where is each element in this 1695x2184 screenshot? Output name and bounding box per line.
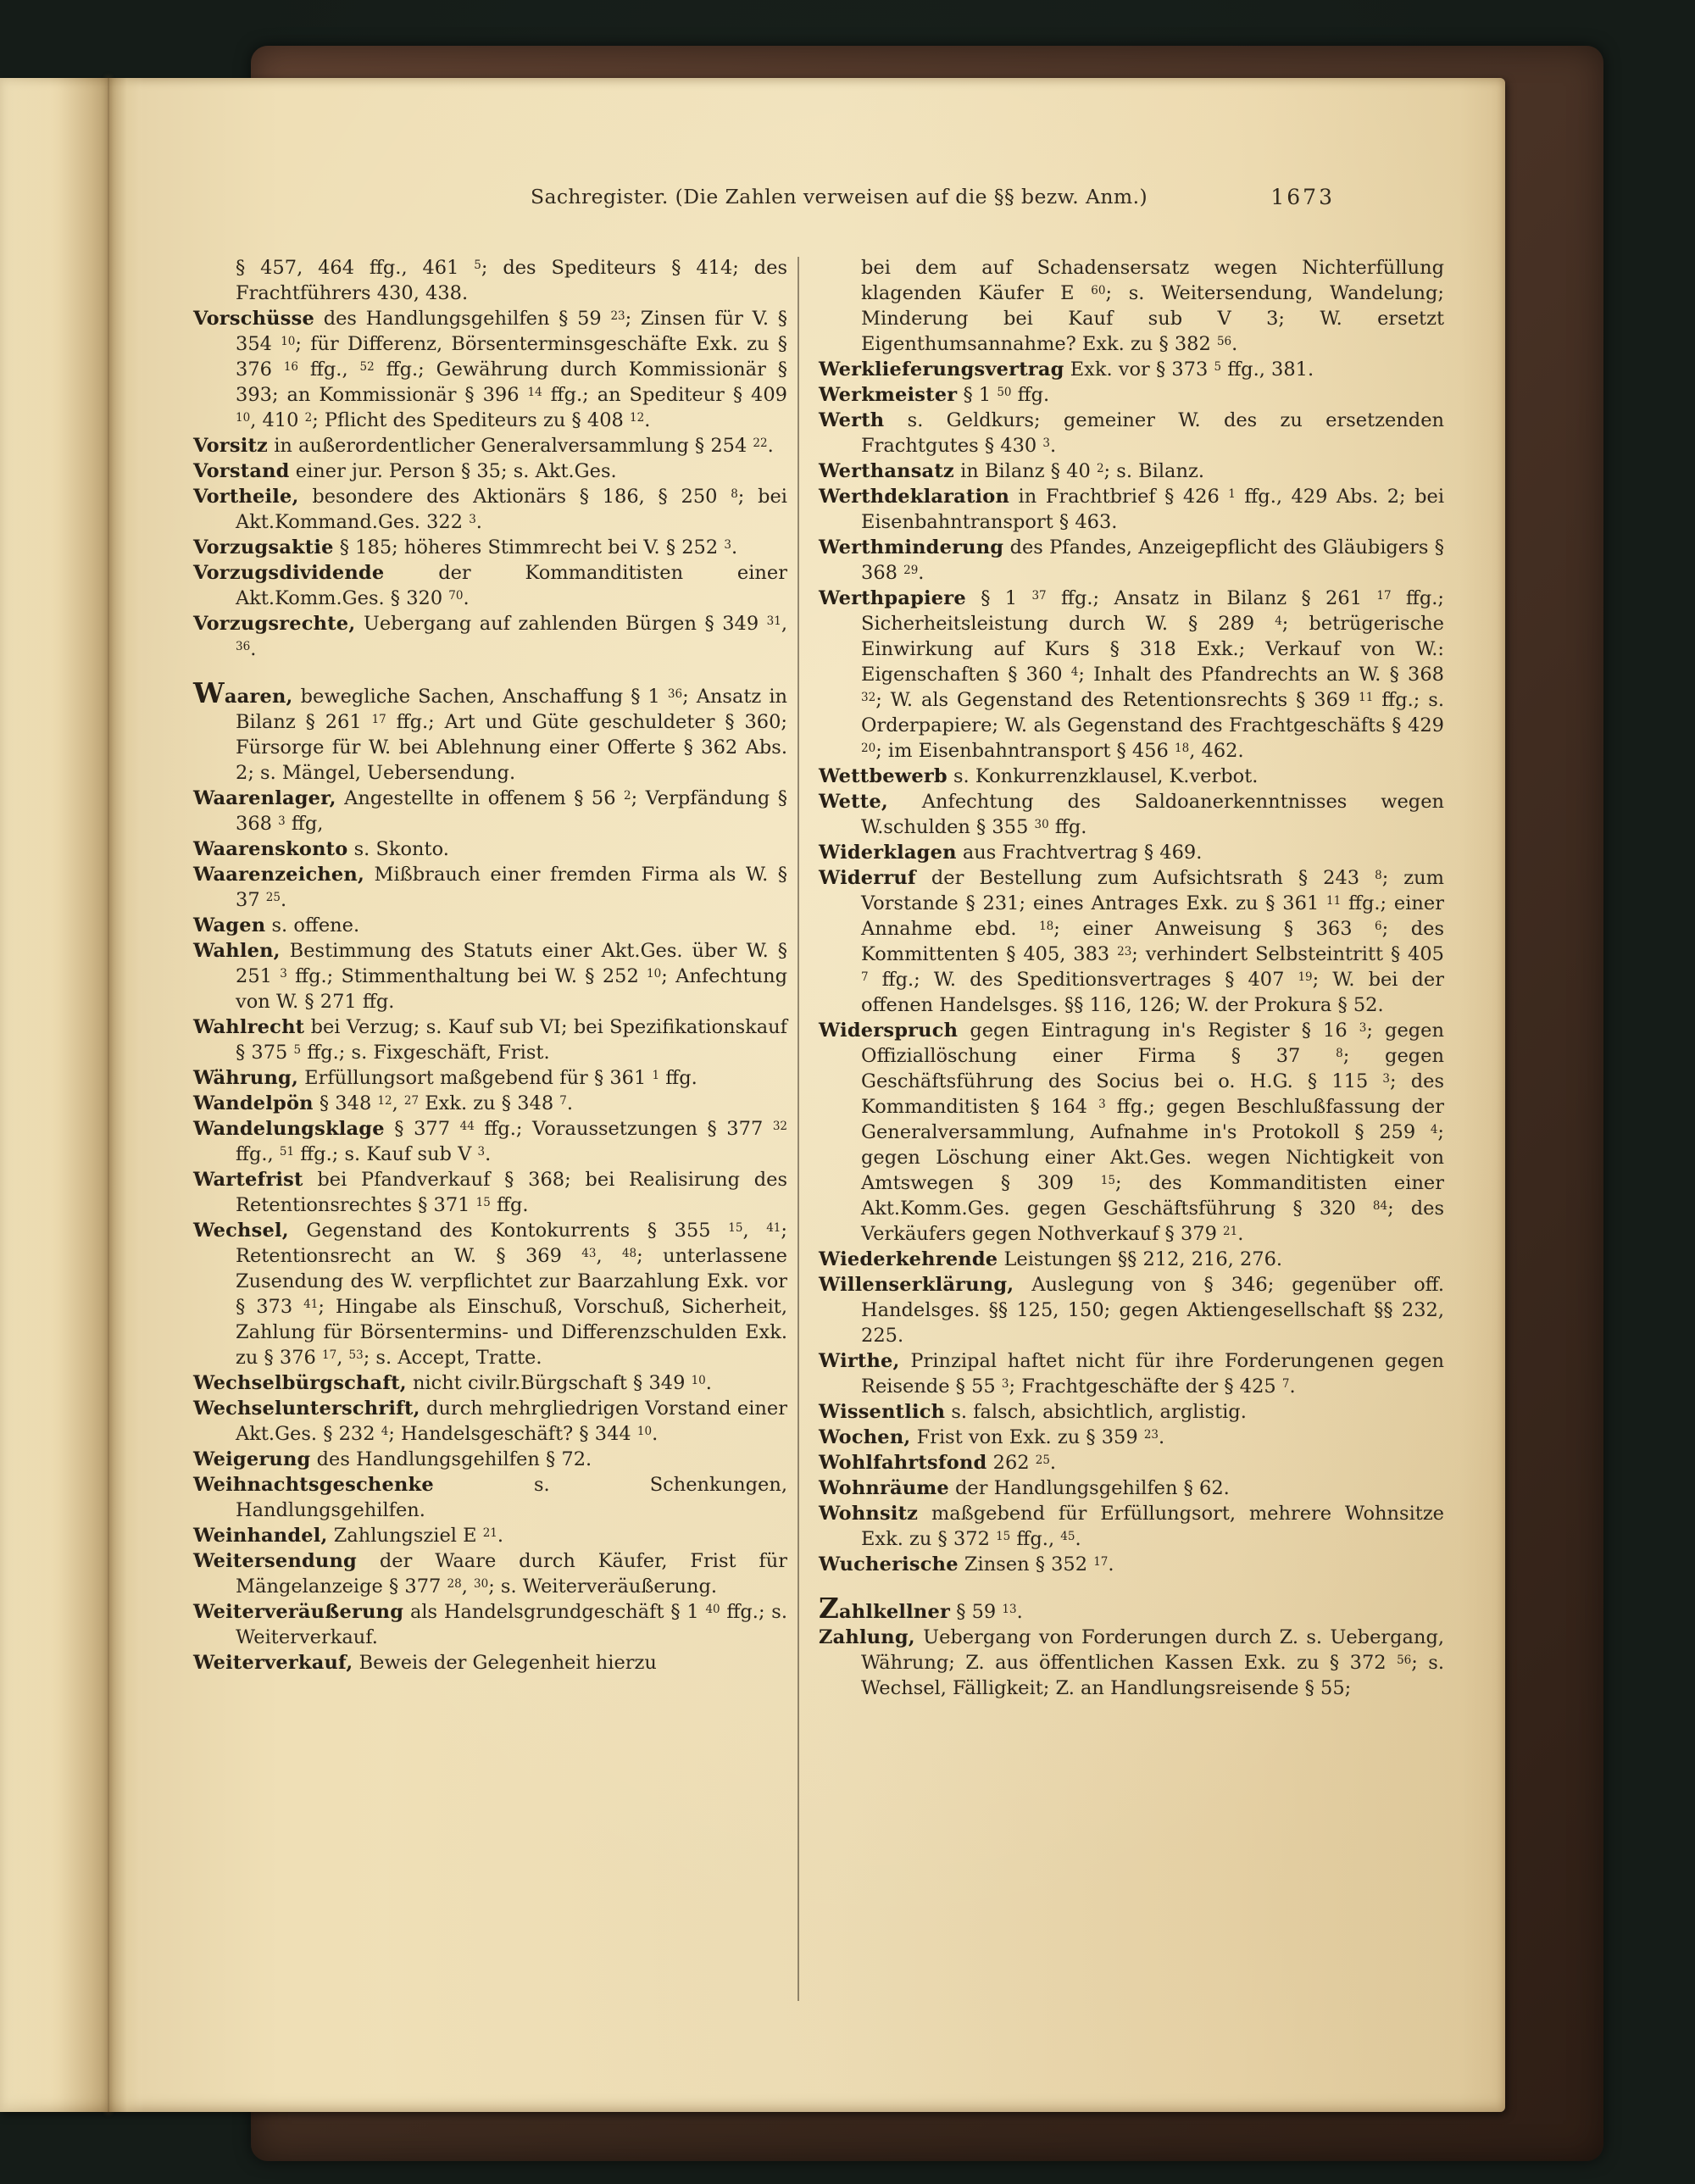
index-term: Vortheile,: [193, 486, 299, 508]
index-column-left: [193, 255, 787, 1676]
index-term: Weinhandel,: [193, 1525, 328, 1547]
footnote-reference: 23: [1117, 944, 1132, 959]
footnote-reference: 1: [1228, 486, 1236, 501]
index-entry: Wandelungsklage § 377 $^{44}$ ffg.; Voraussetzungen § 377 $^{32}$ ffg., $^{51}$ ffg.; s. Kauf sub V $^3$.: [193, 1118, 788, 1165]
index-entry: Wettbewerb s. Konkurrenzklausel, K.verbot.: [819, 765, 1259, 787]
index-entry: Wette, Anfechtung des Saldoanerkenntnisses wegen W.schulden § 355 $^{30}$ ffg.: [819, 791, 1444, 838]
footnote-reference: 19: [1298, 970, 1313, 984]
footnote-reference: 10: [236, 410, 251, 425]
footnote-reference: 10: [281, 334, 296, 348]
index-entry: Werkmeister § 1 $^{50}$ ffg.: [819, 384, 1050, 406]
footnote-reference: 40: [705, 1602, 720, 1616]
index-term: Währung,: [193, 1067, 298, 1089]
footnote-reference: 56: [1397, 1653, 1412, 1667]
index-entry: Zahlkellner § 59 $^{13}$.: [819, 1592, 1023, 1625]
index-entry: Widerspruch gegen Eintragung in's Register § 16 $^3$; gegen Offiziallöschung einer Firma § 37 $^8$; gegen Geschäftsführung des Socius bei o. H.G. § 115 $^3$; des Kommanditisten § 164 $^3$ ffg.; gegen Beschlußfassung der Generalversammlung, Aufnahme in's Protokoll § 259 $^4$; gegen Löschung einer Akt.Ges. wegen Nichtigkeit von Amtswegen § 309 $^{15}$; des Kommanditisten einer Akt.Komm.Ges. gegen Geschäftsführung § 320 $^{84}$; des Verkäufers gegen Nothverkauf § 379 $^{21}$.: [819, 1020, 1445, 1245]
footnote-reference: 84: [1372, 1198, 1388, 1213]
index-term: Wohlfahrtsfond: [819, 1452, 987, 1474]
footnote-reference: 52: [359, 359, 375, 374]
index-term: Wissentlich: [819, 1401, 946, 1423]
index-term: Wagen: [193, 914, 266, 936]
index-entry: Wucherische Zinsen § 352 $^{17}$.: [819, 1553, 1114, 1575]
index-term: Werklieferungsvertrag: [819, 358, 1064, 381]
footnote-reference: 5: [474, 258, 481, 272]
footnote-reference: 3: [469, 512, 476, 526]
footnote-reference: 21: [1223, 1224, 1238, 1238]
footnote-reference: 2: [304, 410, 313, 425]
footnote-reference: 17: [371, 712, 386, 726]
index-term: Wettbewerb: [819, 765, 948, 787]
footnote-reference: 1: [652, 1068, 660, 1082]
index-term: Wartefrist: [193, 1169, 303, 1191]
footnote-reference: 60: [1091, 283, 1106, 297]
index-term: Vorstand: [193, 460, 290, 482]
index-term: Werthdeklaration: [819, 486, 1010, 508]
index-term: Werth: [819, 409, 885, 431]
index-term: Vorzugsaktie: [193, 536, 334, 559]
index-entry: Wechsel, Gegenstand des Kontokurrents § 355 $^{15}$, $^{41}$; Retentionsrecht an W. § 369 $^{43}$, $^{48}$; unterlassene Zusendung des W. verpflichtet zur Baarzahlung Exk. vor § 373 $^{41}$; Hingabe als Einschuß, Vorschuß, Sicherheit, Zahlung für Börsentermins- und Differenzschulden Exk. zu § 376 $^{17}$, $^{53}$; s. Accept, Tratte.: [193, 1220, 788, 1369]
index-term: Weitersendung: [193, 1550, 357, 1572]
index-term: Widerruf: [819, 867, 916, 889]
index-entry: Wiederkehrende Leistungen §§ 212, 216, 276.: [819, 1248, 1283, 1270]
footnote-reference: 22: [753, 436, 768, 450]
footnote-reference: 20: [861, 741, 876, 755]
index-entry: Werthpapiere § 1 $^{37}$ ffg.; Ansatz in Bilanz § 261 $^{17}$ ffg.; Sicherheitsleistung durch W. § 289 $^4$; betrügerische Einwirkung auf Kurs § 318 Exk.; Verkauf von W.: Eigenschaften § 360 $^4$; Inhalt des Pfandrechts an W. § 368 $^{32}$; W. als Gegenstand des Retentionsrechts § 369 $^{11}$ ffg.; s. Orderpapiere; W. als Gegenstand des Frachtgeschäfts § 429 $^{20}$; im Eisenbahntransport § 456 $^{18}$, 462.: [819, 587, 1445, 762]
footnote-reference: 21: [482, 1525, 497, 1540]
footnote-reference: 29: [903, 563, 919, 577]
footnote-reference: 12: [630, 410, 645, 425]
index-entry: Werthdeklaration in Frachtbrief § 426 $^1$ ffg., 429 Abs. 2; bei Eisenbahntransport § 463.: [819, 486, 1445, 533]
footnote-reference: 13: [1002, 1602, 1017, 1616]
index-term: Werthminderung: [819, 536, 1004, 559]
footnote-reference: 28: [447, 1576, 462, 1591]
index-term: Vorzugsdividende: [193, 562, 385, 584]
footnote-reference: 23: [1143, 1427, 1159, 1442]
index-entry: Waaren, bewegliche Sachen, Anschaffung § 1 $^{36}$; Ansatz in Bilanz § 261 $^{17}$ ffg.; Art und Güte geschuldeter § 360; Fürsorge für W. bei Ablehnung einer Offerte § 362 Abs. 2; s. Mängel, Uebersendung.: [193, 676, 788, 784]
index-entry: bei dem auf Schadensersatz wegen Nichterfüllung klagenden Käufer E $^{60}$; s. Weitersendung, Wandelung; Minderung bei Kauf sub V 3; W. ersetzt Eigenthumsannahme? Exk. zu § 382 $^{56}$.: [861, 257, 1444, 355]
index-entry: Widerklagen aus Frachtvertrag § 469.: [819, 842, 1203, 864]
footnote-reference: 7: [559, 1093, 567, 1108]
footnote-reference: 10: [691, 1373, 706, 1387]
footnote-reference: 3: [477, 1144, 486, 1159]
index-entry: Waarenlager, Angestellte in offenem § 56 $^2$; Verpfändung § 368 $^3$ ffg,: [193, 787, 787, 835]
index-entry: Werthansatz in Bilanz § 40 $^2$; s. Bilanz.: [819, 460, 1204, 482]
footnote-reference: 8: [731, 486, 738, 501]
index-term: Widerklagen: [819, 842, 957, 864]
page-gutter-crease: [108, 78, 109, 2112]
index-term: Weiterverkauf,: [193, 1652, 353, 1674]
section-initial-letter: W: [193, 676, 225, 709]
running-title: Sachregister. (Die Zahlen verweisen auf die §§ bezw. Anm.): [530, 185, 1148, 208]
footnote-reference: 4: [381, 1424, 389, 1438]
index-entry: Weihnachtsgeschenke s. Schenkungen, Handlungsgehilfen.: [193, 1474, 787, 1521]
footnote-reference: 25: [1035, 1453, 1050, 1467]
index-entry: Willenserklärung, Auslegung von § 346; gegenüber off. Handelsges. §§ 125, 150; gegen Aktiengesellschaft §§ 232, 225.: [819, 1274, 1444, 1347]
footnote-reference: 48: [621, 1246, 637, 1260]
footnote-reference: 16: [283, 359, 299, 374]
page-header: [0, 185, 1505, 222]
footnote-reference: 18: [1039, 919, 1054, 933]
index-entry: Wahlen, Bestimmung des Statuts einer Akt.Ges. über W. § 251 $^3$ ffg.; Stimmenthaltung bei W. § 252 $^{10}$; Anfechtung von W. § 271 ffg.: [193, 940, 787, 1013]
index-term: Waarenlager,: [193, 787, 336, 809]
index-term: Wechsel,: [193, 1220, 289, 1242]
index-term: Weiterveräußerung: [193, 1601, 404, 1623]
footnote-reference: 5: [1214, 359, 1222, 374]
footnote-reference: 4: [1430, 1122, 1438, 1136]
footnote-reference: 36: [667, 686, 683, 701]
footnote-reference: 10: [636, 1424, 653, 1438]
footnote-reference: 14: [527, 385, 542, 399]
index-term: Wohnsitz: [819, 1503, 919, 1525]
index-term: Zahlung,: [819, 1626, 915, 1648]
footnote-reference: 15: [475, 1195, 491, 1209]
index-term: Widerspruch: [819, 1020, 959, 1042]
footnote-reference: 17: [1093, 1554, 1109, 1569]
index-entry: Wartefrist bei Pfandverkauf § 368; bei Realisirung des Retentionsrechtes § 371 $^{15}$ ffg.: [193, 1169, 788, 1216]
index-term: Wandelungsklage: [193, 1118, 385, 1140]
footnote-reference: 15: [996, 1529, 1011, 1543]
index-term: Weigerung: [193, 1448, 311, 1470]
index-entry: Vorsitz in außerordentlicher Generalversammlung § 254 $^{22}$.: [193, 435, 774, 457]
index-term: Vorschüsse: [193, 308, 314, 330]
index-term: Wahlen,: [193, 940, 281, 962]
footnote-reference: 3: [1042, 436, 1050, 450]
book-page: [0, 78, 1505, 2112]
index-entry: Wissentlich s. falsch, absichtlich, arglistig.: [819, 1401, 1247, 1423]
footnote-reference: 3: [278, 814, 286, 828]
footnote-reference: 3: [1098, 1097, 1106, 1111]
footnote-reference: 15: [728, 1220, 743, 1235]
index-entry: § 457, 464 ffg., 461 $^5$; des Spediteurs § 414; des Frachtführers 430, 438.: [236, 257, 787, 304]
index-entry: Zahlung, Uebergang von Forderungen durch Z. s. Uebergang, Währung; Z. aus öffentlichen Kassen Exk. zu § 372 $^{56}$; s. Wechsel, Fälligkeit; Z. an Handlungsreisende § 55;: [819, 1626, 1445, 1699]
index-term: Wirthe,: [819, 1350, 900, 1372]
index-entry: Wochen, Frist von Exk. zu § 359 $^{23}$.: [819, 1426, 1165, 1448]
footnote-reference: 32: [772, 1119, 788, 1133]
footnote-reference: 8: [1375, 868, 1382, 882]
index-entry: Wohlfahrtsfond 262 $^{25}$.: [819, 1452, 1057, 1474]
column-divider-rule: [797, 257, 799, 2001]
index-entry: Werklieferungsvertrag Exk. vor § 373 $^5$ ffg., 381.: [819, 358, 1314, 381]
index-entry: Wechselunterschrift, durch mehrgliedrigen Vorstand einer Akt.Ges. § 232 $^4$; Handelsgeschäft? § 344 $^{10}$.: [193, 1398, 787, 1445]
index-entry: Wohnsitz maßgebend für Erfüllungsort, mehrere Wohnsitze Exk. zu § 372 $^{15}$ ffg., $^{45}$.: [819, 1503, 1444, 1550]
index-term: Waaren,: [193, 676, 293, 709]
index-term: Wechselbürgschaft,: [193, 1372, 407, 1394]
footnote-reference: 30: [474, 1576, 489, 1591]
index-entry: Weinhandel, Zahlungsziel E $^{21}$.: [193, 1525, 504, 1547]
index-entry: Vorschüsse des Handlungsgehilfen § 59 $^{23}$; Zinsen für V. § 354 $^{10}$; für Differenz, Börsenterminsgeschäfte Exk. zu § 376 $^{16}$ ffg., $^{52}$ ffg.; Gewährung durch Kommissionär § 393; an Kommissionär § 396 $^{14}$ ffg.; an Spediteur § 409 $^{10}$, 410 $^2$; Pflicht des Spediteurs zu § 408 $^{12}$.: [193, 308, 787, 431]
index-entry: Vorzugsrechte, Uebergang auf zahlenden Bürgen § 349 $^{31}$, $^{36}$.: [193, 613, 787, 660]
index-term: Waarenskonto: [193, 838, 348, 860]
footnote-reference: 6: [1375, 919, 1382, 933]
index-entry: Wohnräume der Handlungsgehilfen § 62.: [819, 1477, 1230, 1499]
index-entry: Weitersendung der Waare durch Käufer, Frist für Mängelanzeige § 377 $^{28}$, $^{30}$; s. Weiterveräußerung.: [193, 1550, 787, 1598]
index-entry: Widerruf der Bestellung zum Aufsichtsrath § 243 $^8$; zum Vorstande § 231; eines Antrages Exk. zu § 361 $^{11}$ ffg.; einer Annahme ebd. $^{18}$; einer Anweisung § 363 $^6$; des Kommittenten § 405, 383 $^{23}$; verhindert Selbsteintritt § 405 $^7$ ffg.; W. des Speditionsvertrages § 407 $^{19}$; W. bei der offenen Handelsges. §§ 116, 126; W. der Prokura § 52.: [819, 867, 1444, 1016]
footnote-reference: 17: [322, 1348, 337, 1362]
footnote-reference: 8: [1336, 1046, 1343, 1060]
footnote-reference: 3: [1359, 1020, 1367, 1035]
footnote-reference: 27: [403, 1093, 420, 1108]
index-entry: Wechselbürgschaft, nicht civilr.Bürgschaft § 349 $^{10}$.: [193, 1372, 712, 1394]
index-term: Wahlrecht: [193, 1016, 305, 1038]
footnote-reference: 30: [1034, 817, 1049, 831]
index-term: Weihnachtsgeschenke: [193, 1474, 434, 1496]
index-term: Wucherische: [819, 1553, 959, 1575]
index-term: Vorzugsrechte,: [193, 613, 356, 635]
footnote-reference: 17: [1376, 588, 1392, 603]
section-initial-letter: Z: [819, 1592, 840, 1625]
index-term: Werthpapiere: [819, 587, 966, 609]
footnote-reference: 4: [1070, 664, 1079, 679]
footnote-reference: 51: [279, 1144, 295, 1159]
index-entry: Währung, Erfüllungsort maßgebend für § 361 $^1$ ffg.: [193, 1067, 697, 1089]
index-entry: Wandelpön § 348 $^{12}$, $^{27}$ Exk. zu § 348 $^7$.: [193, 1092, 574, 1114]
footnote-reference: 43: [581, 1246, 597, 1260]
index-entry: Weiterveräußerung als Handelsgrundgeschäft § 1 $^{40}$ ffg.; s. Weiterverkauf.: [193, 1601, 787, 1648]
index-term: Wette,: [819, 791, 888, 813]
index-entry: Wirthe, Prinzipal haftet nicht für ihre Forderungenen gegen Reisende § 55 $^3$; Frachtgeschäfte der § 425 $^7$.: [819, 1350, 1444, 1398]
footnote-reference: 41: [766, 1220, 781, 1235]
index-entry: Vorzugsaktie § 185; höheres Stimmrecht bei V. § 252 $^3$.: [193, 536, 738, 559]
index-term: Zahlkellner: [819, 1592, 951, 1625]
index-term: Werkmeister: [819, 384, 958, 406]
footnote-reference: 56: [1216, 334, 1232, 348]
index-term: Willenserklärung,: [819, 1274, 1014, 1296]
footnote-reference: 12: [377, 1093, 392, 1108]
footnote-reference: 7: [1281, 1376, 1290, 1391]
index-entry: Vortheile, besondere des Aktionärs § 186, § 250 $^8$; bei Akt.Kommand.Ges. 322 $^3$.: [193, 486, 788, 533]
index-term: Wohnräume: [819, 1477, 949, 1499]
index-term: Waarenzeichen,: [193, 864, 365, 886]
index-entry: Vorstand einer jur. Person § 35; s. Akt.Ges.: [193, 460, 617, 482]
footnote-reference: 4: [1275, 614, 1282, 628]
footnote-reference: 53: [348, 1348, 364, 1362]
index-entry: Waarenzeichen, Mißbrauch einer fremden Firma als W. § 37 $^{25}$.: [193, 864, 787, 911]
index-term: Werthansatz: [819, 460, 954, 482]
index-column-right: [819, 255, 1444, 1701]
footnote-reference: 3: [280, 966, 287, 981]
footnote-reference: 3: [1382, 1071, 1391, 1086]
footnote-reference: 50: [997, 385, 1012, 399]
footnote-reference: 3: [724, 537, 731, 552]
footnote-reference: 15: [1100, 1173, 1115, 1187]
index-term: Vorsitz: [193, 435, 269, 457]
index-entry: Wahlrecht bei Verzug; s. Kauf sub VI; bei Spezifikationskauf § 375 $^5$ ffg.; s. Fixgeschäft, Frist.: [193, 1016, 787, 1064]
footnote-reference: 45: [1060, 1529, 1075, 1543]
footnote-reference: 11: [1359, 690, 1374, 704]
footnote-reference: 11: [1326, 893, 1342, 908]
footnote-reference: 23: [610, 308, 625, 323]
index-entry: Weigerung des Handlungsgehilfen § 72.: [193, 1448, 592, 1470]
footnote-reference: 18: [1175, 741, 1190, 755]
index-term: Wochen,: [819, 1426, 911, 1448]
footnote-reference: 10: [647, 966, 662, 981]
footnote-reference: 7: [861, 970, 869, 984]
index-entry: Wagen s. offene.: [193, 914, 360, 936]
footnote-reference: 5: [293, 1042, 302, 1057]
footnote-reference: 44: [459, 1119, 475, 1133]
footnote-reference: 70: [448, 588, 464, 603]
footnote-reference: 25: [265, 890, 281, 904]
page-binding-edge: [0, 78, 144, 2112]
index-entry: Waarenskonto s. Skonto.: [193, 838, 449, 860]
index-entry: Werth s. Geldkurs; gemeiner W. des zu ersetzenden Frachtgutes § 430 $^3$.: [819, 409, 1445, 457]
index-entry: Vorzugsdividende der Kommanditisten einer Akt.Komm.Ges. § 320 $^{70}$.: [193, 562, 787, 609]
index-term: Wandelpön: [193, 1092, 314, 1114]
footnote-reference: 32: [861, 690, 876, 704]
index-term: Wechselunterschrift,: [193, 1398, 420, 1420]
footnote-reference: 3: [1001, 1376, 1009, 1391]
footnote-reference: 41: [303, 1297, 319, 1311]
page-number: 1673: [1270, 185, 1335, 209]
footnote-reference: 2: [1096, 461, 1104, 475]
index-entry: Weiterverkauf, Beweis der Gelegenheit hierzu: [193, 1652, 657, 1674]
footnote-reference: 2: [623, 788, 631, 803]
footnote-reference: 36: [236, 639, 251, 653]
footnote-reference: 31: [766, 614, 781, 628]
index-term: Wiederkehrende: [819, 1248, 998, 1270]
index-entry: Werthminderung des Pfandes, Anzeigepflicht des Gläubigers § 368 $^{29}$.: [819, 536, 1444, 584]
footnote-reference: 37: [1031, 588, 1047, 603]
